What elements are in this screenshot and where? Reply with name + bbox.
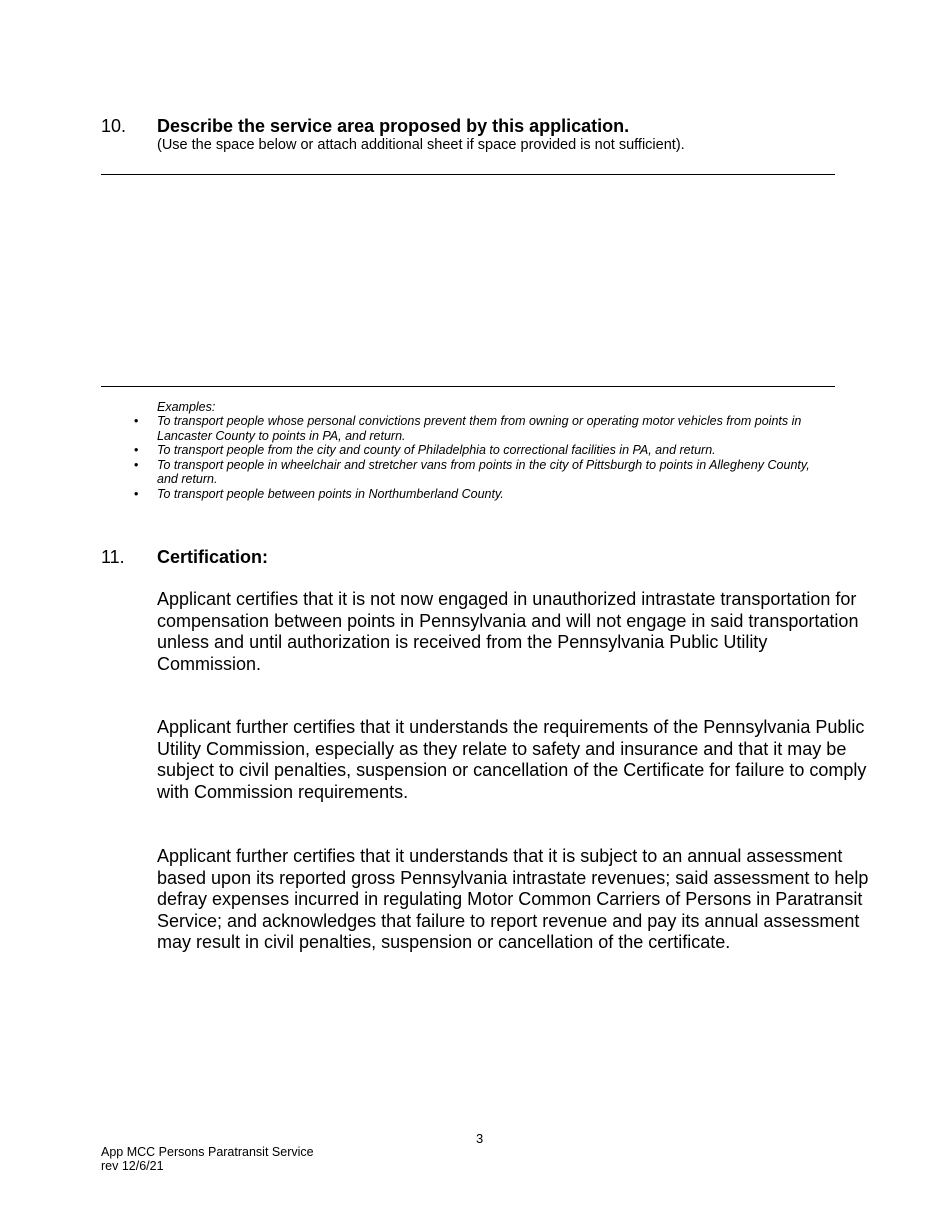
section-10-number: 10.: [101, 116, 127, 136]
example-text: To transport people between points in Northumberland County.: [157, 486, 504, 501]
bullet-icon: •: [134, 457, 139, 472]
section-11-title: Certification:: [157, 547, 269, 567]
examples-list: [134, 414, 824, 501]
example-text: To transport people in wheelchair and stretcher vans from points in the city of Pittsburgh to points in Allegheny County, and return.: [157, 457, 810, 486]
bullet-icon: •: [134, 486, 139, 501]
example-item: [134, 458, 824, 487]
example-item: [134, 414, 824, 443]
example-item: [134, 487, 824, 502]
answer-bottom-rule: [101, 386, 835, 387]
page-number: 3: [476, 1131, 484, 1146]
certification-paragraph-3: Applicant further certifies that it understands that it is subject to an annual assessment based upon its reported gross Pennsylvania intrastate revenues; said assessment to help defray expenses incurred in regulating Motor Common Carriers of Persons in Paratransit Service; and acknowledges that failure to report revenue and pay its annual assessment may result in civil penalties, suspension or cancellation of the certificate.: [157, 846, 869, 952]
service-area-answer-field[interactable]: [101, 176, 835, 382]
bullet-icon: •: [134, 443, 139, 457]
certification-paragraph-1: Applicant certifies that it is not now engaged in unauthorized intrastate transportation for compensation between points in Pennsylvania and will not engage in said transportation unless and until authorization is received from the Pennsylvania Public Utility Commission.: [157, 589, 859, 674]
answer-top-rule: [101, 174, 835, 175]
certification-paragraph-2: Applicant further certifies that it understands the requirements of the Pennsylvania Public Utility Commission, especially as they relate to safety and insurance and that it may be subject to civil penalties, suspension or cancellation of the Certificate for failure to comply with Commission requirements.: [157, 717, 867, 802]
footer-revision: rev 12/6/21: [101, 1159, 164, 1173]
example-text: To transport people whose personal convictions prevent them from owning or operating motor vehicles from points in Lancaster County to points in PA, and return.: [157, 414, 802, 443]
example-text: To transport people from the city and county of Philadelphia to correctional facilities in PA, and return.: [157, 443, 716, 457]
bullet-icon: •: [134, 414, 139, 428]
section-10-note: (Use the space below or attach additional sheet if space provided is not sufficient).: [157, 137, 685, 153]
examples-label: Examples:: [157, 400, 216, 414]
section-11-number: 11.: [101, 547, 125, 567]
section-10-title: Describe the service area proposed by this application.: [157, 116, 630, 136]
example-item: [134, 443, 824, 458]
footer-form-name: App MCC Persons Paratransit Service: [101, 1145, 314, 1159]
